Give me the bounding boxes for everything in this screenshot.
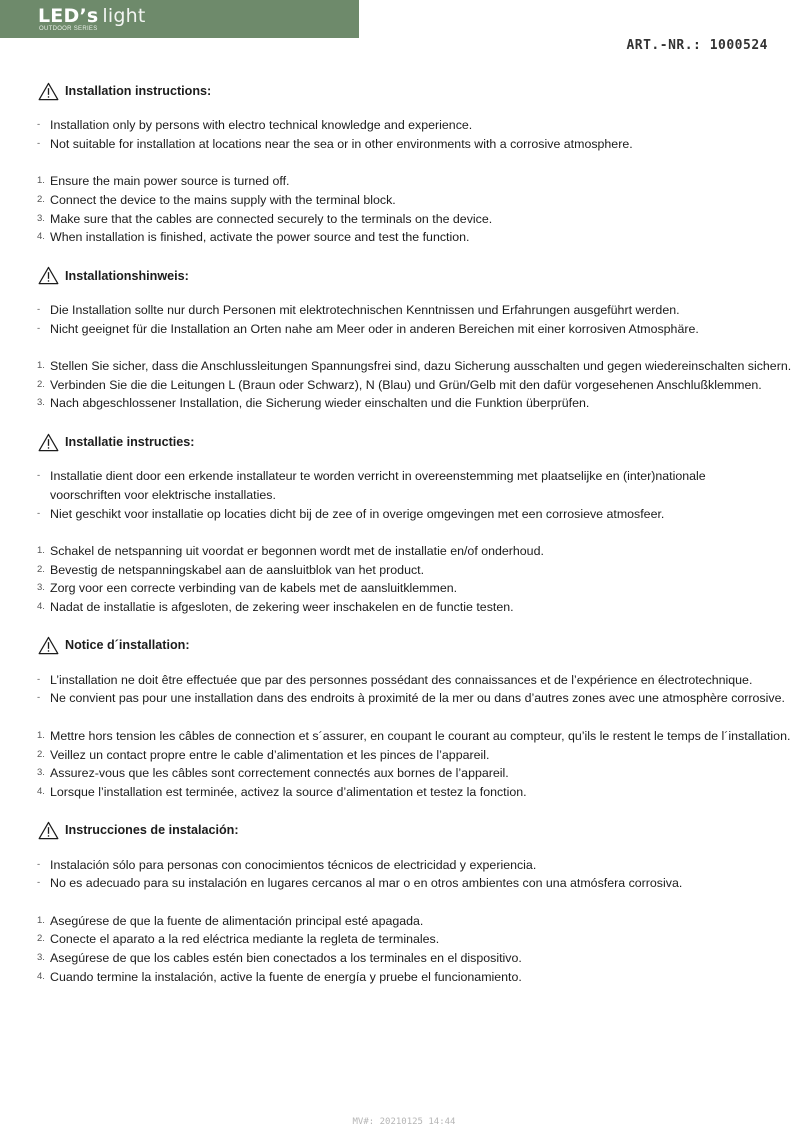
list-item: 2. Conecte el aparato a la red eléctrica mediante la regleta de terminales.: [37, 932, 440, 947]
section-french: [34, 635, 791, 802]
numbered-list: [34, 172, 779, 247]
bullet-list: [34, 116, 779, 153]
section-dutch: [34, 431, 779, 617]
brand-series: OUTDOOR SERIES: [39, 26, 98, 32]
list-item: - Niet geschikt voor installatie op locaties dicht bij de zee of in overige omgevingen met een corrosieve atmosfeer.: [37, 506, 665, 521]
section-spanish: [34, 820, 779, 987]
list-item: 1. Mettre hors tension les câbles de connection et s´assurer, en coupant le courant au compteur, qu’ils le restent le temps de l´installation.: [37, 728, 791, 743]
numbered-list: [34, 542, 779, 617]
section-heading: Installation instructions:: [34, 80, 779, 102]
warning-triangle-icon: [38, 821, 59, 840]
section-heading: Installationshinweis:: [34, 265, 779, 287]
list-item: 1. Schakel de netspanning uit voordat er begonnen wordt met de installatie en/of onderhoud.: [37, 543, 544, 558]
section-heading: Instrucciones de instalación:: [34, 820, 779, 842]
list-item: 3. Assurez-vous que les câbles sont correctement connectés aux bornes de l’appareil.: [37, 766, 509, 781]
list-item: - Installatie dient door een erkende installateur te worden verricht in overeenstemming met plaatselijke en (inter)nationale voorschriften voor elektrische installaties.: [37, 469, 706, 502]
list-item: 2. Connect the device to the mains supply with the terminal block.: [37, 192, 396, 207]
bullet-list: [34, 467, 779, 523]
bullet-list: [34, 671, 785, 708]
list-item: 3. Asegúrese de que los cables estén bien conectados a los terminales en el dispositivo.: [37, 951, 522, 966]
list-item: 2. Veillez un contact propre entre le cable d’alimentation et les pinces de l’appareil.: [37, 747, 490, 762]
section-english: [34, 80, 779, 247]
list-item: - Die Installation sollte nur durch Personen mit elektrotechnischen Kenntnissen und Erfahrungen ausgeführt werden.: [37, 302, 680, 317]
list-item: 4. When installation is finished, activate the power source and test the function.: [37, 230, 470, 245]
list-item: 1. Stellen Sie sicher, dass die Anschlussleitungen Spannungsfrei sind, dazu Sicherung ausschalten und gegen wiedereinschalten sichern.: [37, 359, 792, 373]
list-item: 1. Asegúrese de que la fuente de alimentación principal esté apagada.: [37, 913, 424, 928]
list-item: 4. Nadat de installatie is afgesloten, de zekering weer inschakelen en de functie testen.: [37, 600, 514, 615]
list-item: 1. Ensure the main power source is turned off.: [37, 174, 290, 189]
footer-version: MV#: 20210125 14:44: [352, 1117, 456, 1127]
numbered-list: [34, 727, 791, 802]
warning-triangle-icon: [38, 433, 59, 452]
article-number: ART.-NR.: 1000524: [626, 38, 768, 53]
warning-triangle-icon: [38, 82, 59, 101]
list-item: 4. Cuando termine la instalación, active la fuente de energía y pruebe el funcionamiento.: [37, 969, 522, 984]
section-heading: Installatie instructies:: [34, 431, 779, 453]
list-item: 3. Nach abgeschlossener Installation, die Sicherung wieder einschalten und die Funktion überprüfen.: [37, 396, 590, 411]
list-item: 4. Lorsque l’installation est terminée, activez la source d’alimentation et testez la fonction.: [37, 784, 527, 799]
instructions-content: [34, 80, 792, 1005]
numbered-list: [34, 912, 779, 987]
numbered-list: [34, 357, 792, 413]
section-heading: Notice d´installation:: [34, 635, 779, 657]
list-item: - Not suitable for installation at locations near the sea or in other environments with a corrosive atmosphere.: [37, 136, 633, 151]
list-item: - Ne convient pas pour une installation dans des endroits à proximité de la mer ou dans d’autres zones avec une atmosphère corrosive.: [37, 691, 785, 706]
list-item: 2. Bevestig de netspanningskabel aan de aansluitblok van het product.: [37, 562, 425, 577]
warning-triangle-icon: [38, 266, 59, 285]
list-item: 3. Zorg voor een correcte verbinding van de kabels met de aansluitklemmen.: [37, 581, 458, 596]
list-item: - No es adecuado para su instalación en lugares cercanos al mar o en otros ambientes con una atmósfera corrosiva.: [37, 876, 683, 891]
brand-bar: [0, 0, 359, 38]
list-item: - Nicht geeignet für die Installation an Orten nahe am Meer oder in anderen Bereichen mit einer korrosiven Atmosphäre.: [37, 321, 699, 336]
warning-triangle-icon: [38, 636, 59, 655]
bullet-list: [34, 301, 779, 338]
brand-logo: LED’s light: [38, 5, 146, 27]
list-item: 2. Verbinden Sie die die Leitungen L (Braun oder Schwarz), N (Blau) und Grün/Gelb mit den dafür vorgesehenen Anschlußklemmen.: [37, 377, 762, 392]
section-german: [34, 265, 792, 413]
bullet-list: [34, 856, 779, 893]
list-item: - Instalación sólo para personas con conocimientos técnicos de electricidad y experiencia.: [37, 857, 537, 872]
list-item: - Installation only by persons with electro technical knowledge and experience.: [37, 118, 473, 132]
list-item: 3. Make sure that the cables are connected securely to the terminals on the device.: [37, 211, 493, 226]
list-item: - L’installation ne doit être effectuée que par des personnes possédant des connaissances et de l’expérience en électrotechnique.: [37, 672, 753, 687]
